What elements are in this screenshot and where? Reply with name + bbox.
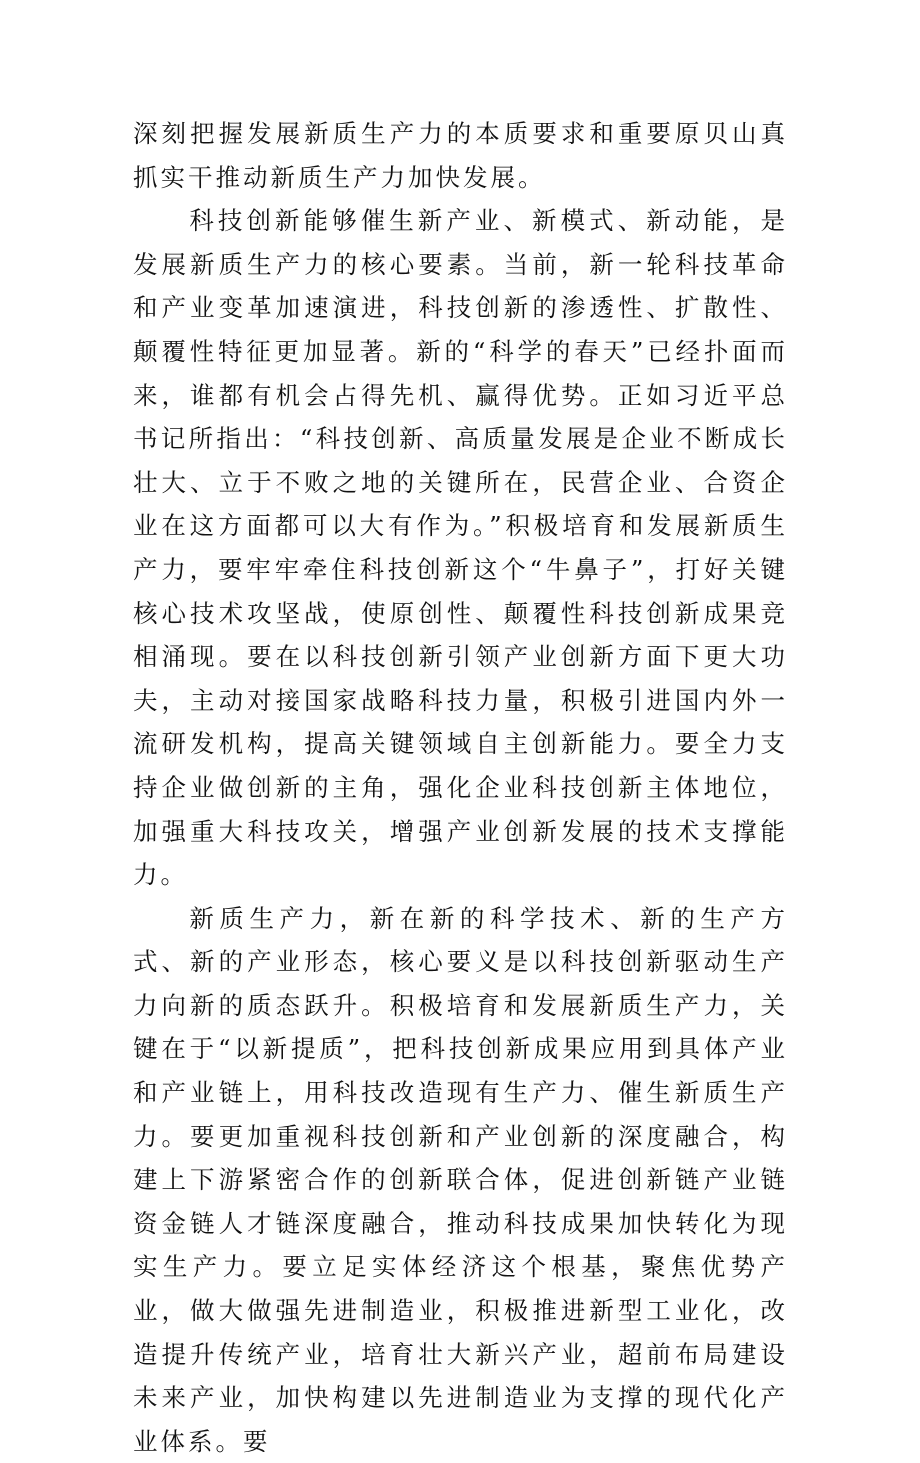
paragraph-3: 新质生产力，新在新的科学技术、新的生产方式、新的产业形态，核心要义是以科技创新驱动生产力向新的质态跃升。积极培育和发展新质生产力，关键在于“以新提质”，把科技创新成果应用到具体产业和产业链上，用科技改造现有生产力、催生新质生产力。要更加重视科技创新和产业创新的深度融合，构建上下游紧密合作的创新联合体，促进创新链产业链资金链人才链深度融合，推动科技成果加快转化为现实生产力。要立足实体经济这个根基，聚焦优势产业，做大做强先进制造业，积极推进新型工业化，改造提升传统产业，培育壮大新兴产业，超前布局建设未来产业，加快构建以先进制造业为支撑的现代化产业体系。要: [133, 903, 788, 1456]
paragraph-2: 科技创新能够催生新产业、新模式、新动能，是发展新质生产力的核心要素。当前，新一轮科技革命和产业变革加速演进，科技创新的渗透性、扩散性、颠覆性特征更加显著。新的“科学的春天”已经扑面而来，谁都有机会占得先机、赢得优势。正如习近平总书记所指出：“科技创新、高质量发展是企业不断成长壮大、立于不败之地的关键所在，民营企业、合资企业在这方面都可以大有作为。”积极培育和发展新质生产力，要牢牢牵住科技创新这个“牛鼻子”，打好关键核心技术攻坚战，使原创性、颠覆性科技创新成果竞相涌现。要在以科技创新引领产业创新方面下更大功夫，主动对接国家战略科技力量，积极引进国内外一流研发机构，提高关键领域自主创新能力。要全力支持企业做创新的主角，强化企业科技创新主体地位，加强重大科技攻关，增强产业创新发展的技术支撑能力。: [133, 206, 788, 890]
document-body: [133, 112, 788, 1463]
paragraph-1: 深刻把握发展新质生产力的本质要求和重要原贝山真抓实干推动新质生产力加快发展。: [133, 119, 788, 192]
